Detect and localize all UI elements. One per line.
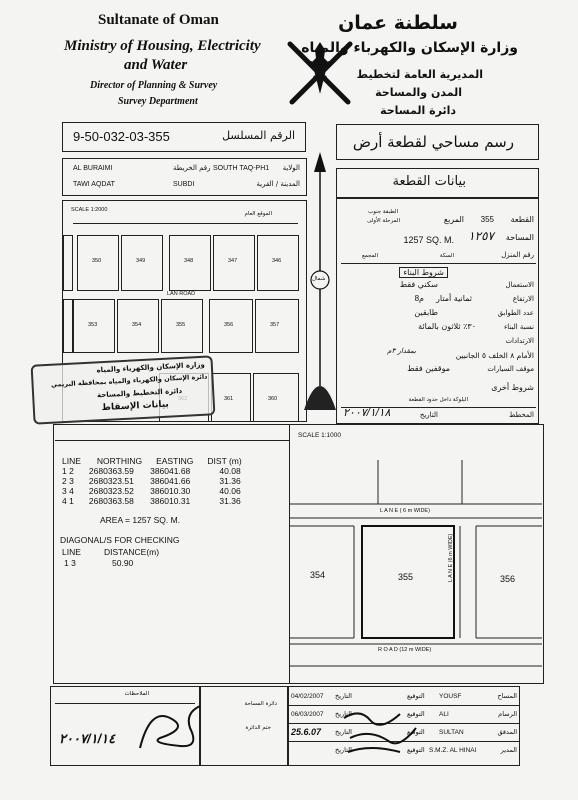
map-label: رقم الخريطة <box>173 164 211 172</box>
planner-date-label: التاريخ <box>419 411 438 419</box>
plot-phase: المرحلة الأولى <box>367 218 400 224</box>
area-hand: ١٢٥٧ <box>468 229 494 243</box>
diagonal-header-dist: DISTANCE(m) <box>104 547 160 557</box>
table-row: 4 1 2680363.58 386010.31 31.36 <box>62 496 241 506</box>
table-row: 1 2 2680363.59 386041.68 40.08 <box>62 466 241 476</box>
director-name: S.M.Z. AL HINAI <box>429 747 477 754</box>
header-ar-line2: وزارة الإسكان والكهرباء والمياه <box>301 40 518 56</box>
survey-dept-box <box>200 686 288 766</box>
key-block <box>63 235 73 291</box>
seal-label: ختم الدائرة <box>245 725 271 731</box>
header-en-line1: Sultanate of Oman <box>98 12 219 28</box>
title-box <box>336 124 539 160</box>
planner-label: المخطط <box>508 411 534 419</box>
surveyor-role: المساح <box>497 692 517 700</box>
col-header: DIST (m) <box>207 456 242 466</box>
notes-hand: ٢٠٠٧/١/١٤ <box>59 731 116 746</box>
key-map-title: الموقع العام <box>244 211 272 217</box>
draftsman-date: 06/03/2007 <box>291 711 324 718</box>
key-plot-347: 347 <box>213 235 255 291</box>
diagonal-row-line: 1 3 <box>64 558 76 568</box>
surveyor-date: 04/02/2007 <box>291 693 324 700</box>
diagonal-row-dist: 50.90 <box>112 558 134 568</box>
header-ar-line5: دائرة المساحة <box>380 104 456 117</box>
sub-label: SUBDI <box>173 181 195 188</box>
use-value: سكني فقط <box>399 280 438 289</box>
director-sig-label: التوقيع <box>407 746 425 754</box>
area-value: 1257 SQ. M. <box>403 235 454 245</box>
conditions-title: شروط البناء <box>399 267 448 278</box>
stamp <box>31 355 216 424</box>
parking-label: موقف السيارات <box>487 365 534 373</box>
stamp-line3: دائرة التخطيط والمساحة <box>96 386 183 400</box>
header-en-line4: Director of Planning & Survey <box>90 80 218 91</box>
diagonal-header-line: LINE <box>62 547 81 557</box>
city-label: المدينة / القرية <box>256 180 300 188</box>
key-plot-350: 350 <box>77 235 119 291</box>
floors-value: طابقين <box>414 308 438 317</box>
key-plot-354: 354 <box>117 299 159 353</box>
header-ar-line3: المديرية العامة لتخطيط <box>356 68 483 81</box>
key-plot-353: 353 <box>73 299 115 353</box>
checker-date-label: التاريخ <box>335 728 352 736</box>
col-header: NORTHING <box>96 456 143 466</box>
wilayat-value: AL BURAIMI <box>73 165 113 172</box>
key-plot-356: 356 <box>209 299 253 353</box>
draftsman-sig-label: التوقيع <box>407 710 425 718</box>
header-en-line5: Survey Department <box>118 96 198 107</box>
col-header: LINE <box>62 456 81 466</box>
checker-sig-label: التوقيع <box>407 728 425 736</box>
location-box <box>62 158 307 196</box>
key-map-scale: SCALE 1:2000 <box>71 207 108 213</box>
serial-box <box>62 122 306 152</box>
wilayat-label: الولاية <box>282 164 300 172</box>
notes-label: الملاحظات <box>124 691 149 697</box>
serial-value: 9-50-032-03-355 <box>73 129 170 144</box>
header-ar-line4: المدن والمساحة <box>375 86 462 99</box>
detail-plot-354: 354 <box>310 570 326 580</box>
checker-role: المدقق <box>497 728 517 736</box>
key-plot-348: 348 <box>169 235 211 291</box>
height-value: ثمانية أمتار <box>436 294 472 303</box>
plot-category: الطبقة جنوب <box>368 209 398 215</box>
plot-data-title: بيانات القطعة <box>392 174 466 189</box>
checker-name: SULTAN <box>439 729 464 736</box>
zone-label: رقم المنزل <box>501 251 534 259</box>
key-road-label: LAN ROAD <box>167 291 196 297</box>
other-value: البلوكة داخل حدود القطعة <box>408 397 468 403</box>
signature-row-surveyor <box>289 691 519 706</box>
checker-date: 25.6.07 <box>291 727 322 737</box>
diagonal-title: DIAGONAL/S FOR CHECKING <box>60 535 180 545</box>
map-value: SOUTH TAQ-PH1 <box>213 165 270 172</box>
setbacks-label: الارتدادات <box>505 337 534 345</box>
village-value: TAWI AQDAT <box>73 181 115 188</box>
table-row: 3 4 2680323.52 386010.30 40.06 <box>62 486 241 496</box>
serial-label: الرقم المسلسل <box>222 129 295 142</box>
plot-no: 355 <box>480 215 494 224</box>
surveyor-name: YOUSF <box>439 693 462 700</box>
header-en-line3: and Water <box>124 57 188 73</box>
stamp-line2: دائرة الإسكان والكهرباء والمياه بمحافظة البريمي <box>50 372 208 389</box>
table-header-row <box>58 456 246 466</box>
plot-data-title-box <box>336 168 539 198</box>
key-plot-349: 349 <box>121 235 163 291</box>
table-row: 2 3 2680323.51 386041.66 31.36 <box>62 476 241 486</box>
stamp-line4: بيانات الإسقاط <box>101 399 170 414</box>
front-setback: الأمام ٨ الخلف ٥ الجانبين <box>455 351 534 360</box>
header-ar-line1: سلطنة عمان <box>338 12 458 34</box>
front-setback-hand: بمقدار ٣م <box>387 347 416 355</box>
use-label: الاستعمال <box>505 281 534 289</box>
surveyor-sig-label: التوقيع <box>407 692 425 700</box>
plot-label: القطعة <box>510 215 534 224</box>
drawing-title: رسم مساحي لقطعة أرض <box>352 133 514 151</box>
key-block <box>63 299 73 353</box>
col-header: EASTING <box>156 456 194 466</box>
zone-line <box>341 263 536 264</box>
director-date-label: التاريخ <box>335 746 352 754</box>
detail-plot-356: 356 <box>500 574 516 584</box>
coordinates-table <box>58 456 246 506</box>
planner-date-hand: ٢٠٠٧/١/١٨ <box>343 407 391 419</box>
plot-355-boundary <box>362 526 454 638</box>
road-bottom-label: R O A D (12 m WIDE) <box>378 647 432 653</box>
key-map-title-line <box>73 223 298 224</box>
surveyor-date-label: التاريخ <box>335 692 352 700</box>
area-total: AREA = 1257 SQ. M. <box>100 515 181 525</box>
draftsman-role: الرسام <box>498 710 517 718</box>
height-unit: 8م <box>414 294 424 303</box>
street-label: السكة <box>439 253 454 259</box>
parking-value: موقفين فقط <box>407 364 450 373</box>
key-plot-357: 357 <box>255 299 299 353</box>
notes-signature-icon <box>130 698 210 758</box>
plot-details <box>336 198 539 424</box>
lane-side-label: L A N E (6 m WIDE) <box>448 533 454 582</box>
header-en-line2: Ministry of Housing, Electricity <box>64 38 261 54</box>
signatures-scribble-icon <box>340 708 420 758</box>
complex-label: المجمع <box>361 253 378 259</box>
detail-map-scale: SCALE 1:1000 <box>298 432 342 439</box>
draftsman-date-label: التاريخ <box>335 710 352 718</box>
key-plot-346: 346 <box>257 235 299 291</box>
block-label: المربع <box>443 215 464 224</box>
area-label: المساحة <box>505 233 534 242</box>
detail-plot-355: 355 <box>398 572 414 582</box>
floors-label: عدد الطوابق <box>497 309 534 317</box>
detail-map <box>290 442 542 682</box>
stamp-line1: وزارة الإسكان والكهرباء والمياه <box>96 360 205 375</box>
key-plot-360: 360 <box>253 373 299 422</box>
key-plot-355: 355 <box>161 299 203 353</box>
ratio-value: ٣٠٪ ثلاثون بالمائة <box>418 322 476 331</box>
lane-top-label: L A N E ( 6 m WIDE) <box>380 508 430 514</box>
north-label: شمال <box>312 276 326 282</box>
drawing-divider <box>55 440 289 441</box>
other-label: شروط أخرى <box>491 383 534 392</box>
survey-dept-label: دائرة المساحة <box>244 701 277 707</box>
ratio-label: نسبة البناء <box>503 323 534 331</box>
director-role: المدير <box>500 746 517 754</box>
height-label: الارتفاع <box>512 295 534 303</box>
draftsman-name: ALI <box>439 711 449 718</box>
key-plot-361: 361 <box>211 373 251 422</box>
